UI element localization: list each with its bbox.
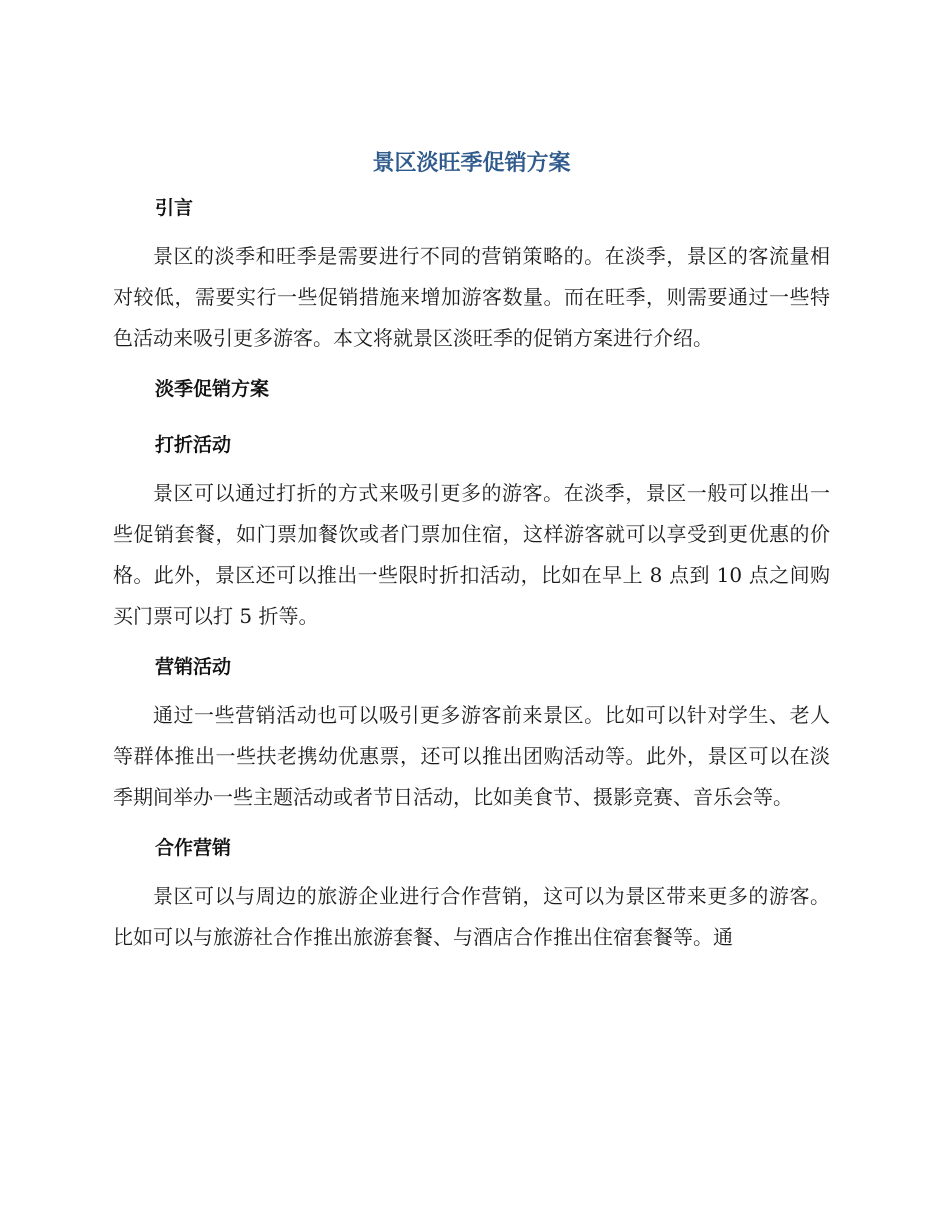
spacer [113, 413, 830, 421]
paragraph-marketing: 通过一些营销活动也可以吸引更多游客前来景区。比如可以针对学生、老人等群体推出一些扶老携幼优惠票，还可以推出团购活动等。此外，景区可以在淡季期间举办一些主题活动或者节日活动，比如美食节、摄影竞赛、音乐会等。 [113, 703, 830, 809]
section-heading-off-season: 淡季促销方案 [155, 378, 270, 400]
document-content [113, 146, 830, 958]
section-heading-discount: 打折活动 [155, 434, 232, 456]
section-heading-cooperation: 合作营销 [155, 837, 232, 859]
document-title: 景区淡旺季促销方案 [372, 151, 571, 176]
paragraph-intro: 景区的淡季和旺季是需要进行不同的营销策略的。在淡季，景区的客流量相对较低，需要实行一些促销措施来增加游客数量。而在旺季，则需要通过一些特色活动来吸引更多游客。本文将就景区淡旺季的促销方案进行介绍。 [113, 244, 830, 350]
paragraph-discount: 景区可以通过打折的方式来吸引更多的游客。在淡季，景区一般可以推出一些促销套餐，如门票加餐饮或者门票加住宿，这样游客就可以享受到更优惠的价格。此外，景区还可以推出一些限时折扣活动，比如在早上 8 点到 10 点之间购买门票可以打 5 折等。 [113, 481, 830, 628]
section-heading-marketing: 营销活动 [155, 656, 232, 678]
paragraph-cooperation: 景区可以与周边的旅游企业进行合作营销，这可以为景区带来更多的游客。比如可以与旅游社合作推出旅游套餐、与酒店合作推出住宿套餐等。通 [113, 884, 830, 949]
section-heading-intro: 引言 [155, 197, 194, 219]
